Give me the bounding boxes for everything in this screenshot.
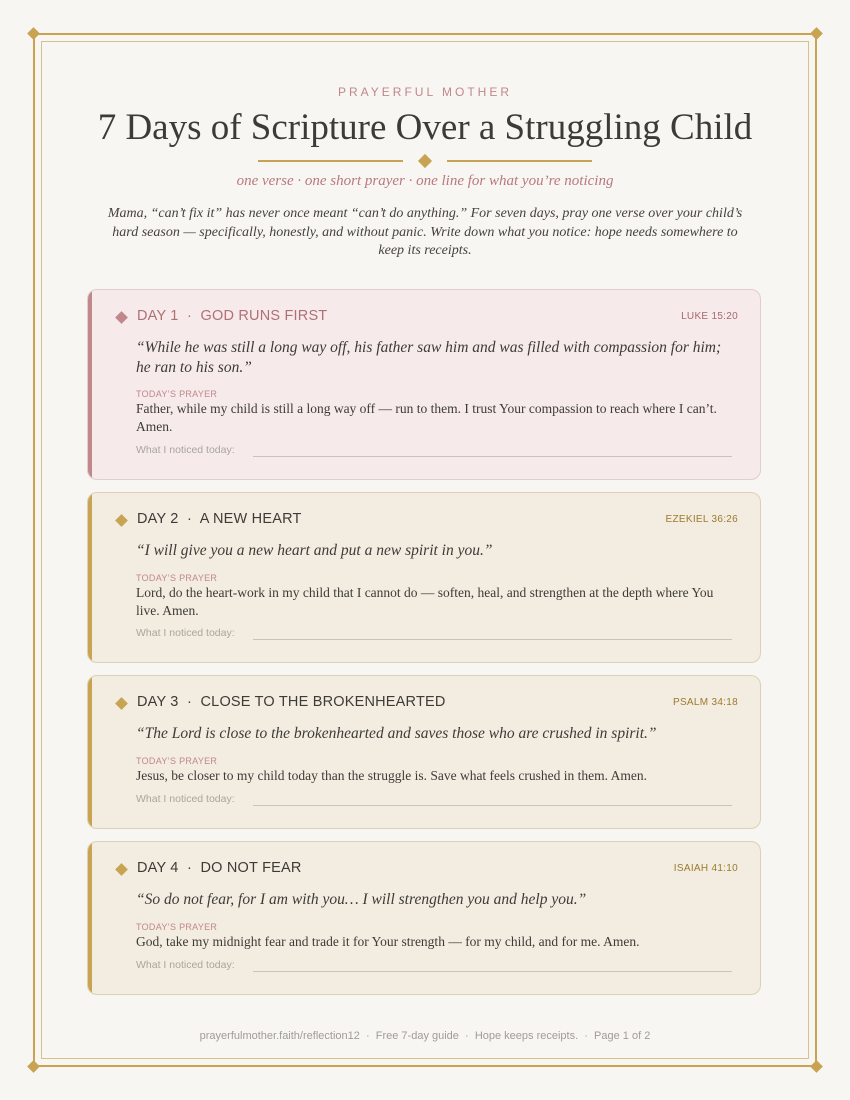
- scripture-reference: ISAIAH 41:10: [673, 863, 738, 874]
- prayer-text: Jesus, be closer to my child today than the struggle is. Save what feels crushed in them. Amen.: [136, 768, 648, 783]
- tagline: one verse · one short prayer · one line for what you’re noticing: [236, 173, 614, 189]
- scripture-verse: “So do not fear, for I am with you… I will strengthen you and help you.”: [136, 891, 587, 908]
- day-card-header: [116, 694, 738, 714]
- scripture-reference: LUKE 15:20: [681, 311, 738, 322]
- day-card: [87, 492, 761, 663]
- notice-write-line[interactable]: [253, 805, 732, 806]
- notice-write-line[interactable]: [253, 456, 732, 457]
- page-number: Page 1 of 2: [594, 1030, 651, 1042]
- scripture-verse: “I will give you a new heart and put a new spirit in you.”: [136, 542, 493, 559]
- prayer-label: TODAY’S PRAYER: [136, 389, 218, 399]
- notice-label: What I noticed today:: [136, 959, 235, 971]
- notice-label: What I noticed today:: [136, 444, 235, 456]
- day-label: DAY 2 · A NEW HEART: [137, 511, 302, 527]
- diamond-icon: [115, 863, 128, 876]
- prayer-label: TODAY’S PRAYER: [136, 573, 218, 583]
- prayer-label: TODAY’S PRAYER: [136, 756, 218, 766]
- footer-motto: Hope keeps receipts.: [474, 1030, 579, 1042]
- day-label: DAY 3 · CLOSE TO THE BROKENHEARTED: [137, 694, 446, 710]
- notice-field[interactable]: [136, 793, 732, 809]
- diamond-icon: [115, 311, 128, 324]
- notice-field[interactable]: [136, 444, 732, 460]
- diamond-icon: [115, 514, 128, 527]
- notice-write-line[interactable]: [253, 971, 732, 972]
- footer-separator: ·: [458, 1030, 475, 1042]
- footer-guide: Free 7-day guide: [375, 1030, 459, 1042]
- scripture-verse: “While he was still a long way off, his father saw him and was filled with compassion for him; he ran to his son.”: [136, 339, 722, 376]
- prayer-text: God, take my midnight fear and trade it for Your strength — for my child, and for me. Amen.: [136, 934, 640, 949]
- intro-paragraph: Mama, “can’t fix it” has never once meant “can’t do anything.” For seven days, pray one verse over your child’s hard season — specifically, honestly, and without panic. Write down what you notice: hope needs somewhere to keep its receipts.: [107, 206, 743, 258]
- day-card: [87, 289, 761, 480]
- day-card-header: [116, 308, 738, 328]
- scripture-reference: EZEKIEL 36:26: [665, 514, 738, 525]
- scripture-verse: “The Lord is close to the brokenhearted and saves those who are crushed in spirit.”: [136, 725, 657, 742]
- page-title: 7 Days of Scripture Over a Struggling Child: [97, 107, 753, 148]
- day-label: DAY 1 · GOD RUNS FIRST: [137, 308, 328, 324]
- scripture-reference: PSALM 34:18: [672, 697, 738, 708]
- footer-separator: ·: [359, 1030, 376, 1042]
- footer-url[interactable]: prayerfulmother.faith/reflection12: [199, 1030, 360, 1042]
- footer-separator: ·: [578, 1030, 595, 1042]
- notice-label: What I noticed today:: [136, 627, 235, 639]
- notice-label: What I noticed today:: [136, 793, 235, 805]
- brand-eyebrow: PRAYERFUL MOTHER: [337, 85, 512, 99]
- page-footer: [0, 1030, 850, 1042]
- prayer-text: Lord, do the heart-work in my child that I cannot do — soften, heal, and strengthen at the depth where You live. Amen.: [136, 585, 714, 618]
- day-card-header: [116, 511, 738, 531]
- notice-field[interactable]: [136, 959, 732, 975]
- day-card: [87, 841, 761, 995]
- notice-write-line[interactable]: [253, 639, 732, 640]
- day-card-header: [116, 860, 738, 880]
- diamond-icon: [115, 697, 128, 710]
- day-card: [87, 675, 761, 829]
- title-divider-left: [258, 160, 403, 162]
- prayer-label: TODAY’S PRAYER: [136, 922, 218, 932]
- title-divider-right: [447, 160, 592, 162]
- prayer-text: Father, while my child is still a long way off — run to them. I trust Your compassion to reach where I can’t. Amen.: [136, 401, 717, 434]
- notice-field[interactable]: [136, 627, 732, 643]
- day-label: DAY 4 · DO NOT FEAR: [137, 860, 302, 876]
